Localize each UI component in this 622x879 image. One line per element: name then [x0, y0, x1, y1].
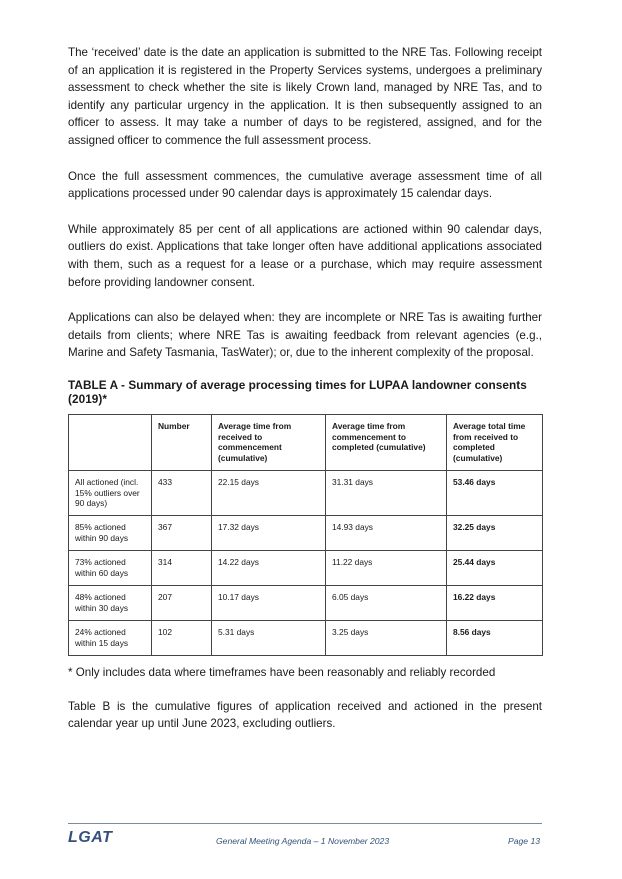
- table-cell: 22.15 days: [212, 470, 326, 515]
- header-cell: Average time from commencement to completed (cumulative): [326, 414, 447, 470]
- table-cell: 85% actioned within 90 days: [69, 515, 152, 550]
- table-cell: 367: [152, 515, 212, 550]
- table-header-row: [69, 414, 543, 470]
- table-cell: 25.44 days: [447, 550, 543, 585]
- table-cell: 53.46 days: [447, 470, 543, 515]
- table-cell: 5.31 days: [212, 620, 326, 655]
- table-cell: 11.22 days: [326, 550, 447, 585]
- table-cell: 314: [152, 550, 212, 585]
- document-body: [68, 44, 542, 751]
- lgat-logo: LGAT: [68, 829, 113, 846]
- table-cell: 24% actioned within 15 days: [69, 620, 152, 655]
- footer-meeting-title: General Meeting Agenda – 1 November 2023: [216, 836, 390, 846]
- table-cell: 73% actioned within 60 days: [69, 550, 152, 585]
- table-title: TABLE A - Summary of average processing times for LUPAA landowner consents (2019)*: [68, 377, 527, 406]
- table-cell: All actioned (incl. 15% outliers over 90 days): [69, 470, 152, 515]
- footer-divider: [68, 823, 542, 824]
- paragraph-table-b-intro: Table B is the cumulative figures of application received and actioned in the present calendar year up until June 2023, excluding outliers.: [68, 699, 542, 731]
- table-cell: 14.93 days: [326, 515, 447, 550]
- table-footnote: * Only includes data where timeframes have been reasonably and reliably recorded: [68, 665, 496, 679]
- header-cell: Average total time from received to completed (cumulative): [447, 414, 543, 470]
- table-row: [69, 585, 543, 620]
- paragraph-delays: Applications can also be delayed when: they are incomplete or NRE Tas is awaiting further details from clients; where NRE Tas is awaiting feedback from relevant agencies (e.g., Marine and Safety Tasmania, TasWater); or, due to the inherent complexity of the proposal.: [68, 311, 542, 360]
- table-cell: 10.17 days: [212, 585, 326, 620]
- header-cell: [69, 414, 152, 470]
- page-number: Page 13: [508, 836, 541, 846]
- table-row: [69, 550, 543, 585]
- table-cell: 31.31 days: [326, 470, 447, 515]
- paragraph-assessment-time: Once the full assessment commences, the cumulative average assessment time of all applications processed under 90 calendar days is approximately 15 calendar days.: [68, 169, 542, 201]
- table-cell: 102: [152, 620, 212, 655]
- table-cell: 48% actioned within 30 days: [69, 585, 152, 620]
- table-cell: 32.25 days: [447, 515, 543, 550]
- header-cell: Number: [152, 414, 212, 470]
- table-cell: 17.32 days: [212, 515, 326, 550]
- table-cell: 3.25 days: [326, 620, 447, 655]
- paragraph-outliers: While approximately 85 per cent of all applications are actioned within 90 calendar days, outliers do exist. Applications that take longer often have additional applications associated with them, such as a request for a lease or a purchase, which may require assessment before providing landowner consent.: [68, 222, 542, 289]
- table-cell: 6.05 days: [326, 585, 447, 620]
- table-cell: 14.22 days: [212, 550, 326, 585]
- table-cell: 207: [152, 585, 212, 620]
- table-cell: 16.22 days: [447, 585, 543, 620]
- table-cell: 433: [152, 470, 212, 515]
- table-row: [69, 515, 543, 550]
- table-row: [69, 620, 543, 655]
- processing-times-table: [68, 414, 543, 656]
- table-cell: 8.56 days: [447, 620, 543, 655]
- table-row: [69, 470, 543, 515]
- paragraph-received-date: The ‘received’ date is the date an application is submitted to the NRE Tas. Following receipt of an application it is registered in the Property Services systems, undergoes a preliminary assessment to check whether the site is likely Crown land, managed by NRE Tas, and to identify any particular urgency in the application. It is then subsequently assigned to an officer to assess. It may take a number of days to be registered, assigned, and for the assigned officer to commence the full assessment process.: [68, 46, 542, 147]
- header-cell: Average time from received to commencement (cumulative): [212, 414, 326, 470]
